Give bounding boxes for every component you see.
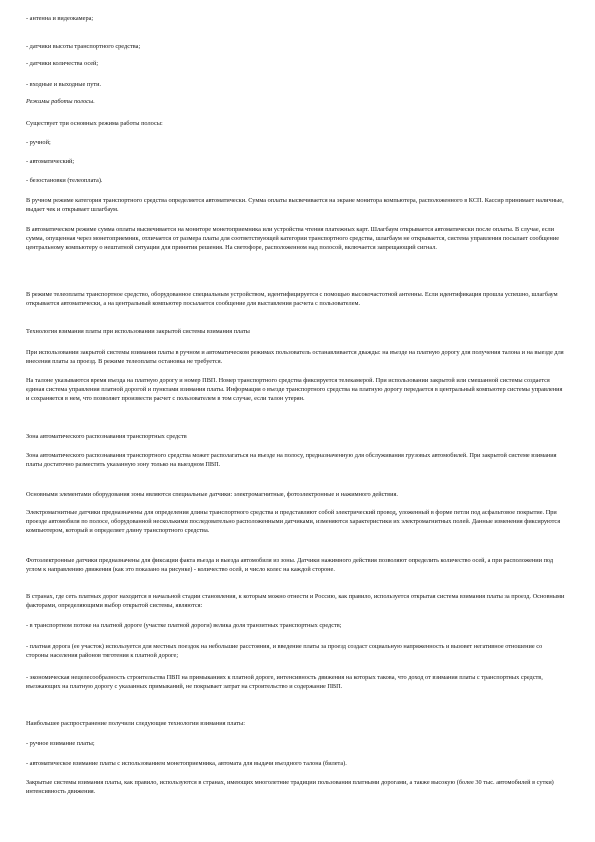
document-page [26, 0, 566, 842]
paragraph-1: - антенна и видеокамера; [26, 15, 94, 22]
paragraph-20: Фотоэлектронные датчики предназначены для фиксации факта въезда и выезда автомобиля из зоны. Датчики нажимного действия позволяют определить количество осей, а при расположении под углом к направлению движения (как это показано на рисунке) - количество осей, и число колес на каждой стороне. [26, 557, 554, 574]
paragraph-28: Закрытые системы взимания платы, как правило, используются в странах, имеющих многолетние традиции пользования платными дорогами, а также высокую (более 30 тыс. автомобилей в сутки) интенсивность движения. [26, 779, 554, 796]
paragraph-7: - ручной; [26, 139, 51, 146]
paragraph-5: Режимы работы полосы. [26, 98, 95, 105]
paragraph-16: Зона автоматического распознавания транспортных средств [26, 433, 187, 440]
paragraph-10: В ручном режиме категория транспортного средства определяется автоматически. Сумма оплаты высвечивается на экране монитора компьютера, расположенного в КСП. Кассир принимает наличные, выдает чек и открывает шлагбаум. [26, 197, 564, 214]
paragraph-13: Технология взимания платы при использовании закрытой системы взимания платы [26, 328, 250, 335]
paragraph-17: Зона автоматического распознавания транспортного средства может располагаться на въезде на полосу, предназначенную для обслуживания грузовых автомобилей. При закрытой системе взимания платы достаточно разместить указанную зону только на выездном ПВП. [26, 452, 557, 469]
paragraph-9: - безостановки (телеоплата). [26, 177, 103, 184]
paragraph-8: - автоматический; [26, 158, 75, 165]
paragraph-24: - экономическая нецелесообразность строительства ПВП на примыканиях к платной дороге, интенсивность движения на которых такова, что доход от взимания платы с транспортных средств, въезжающих на платную дорогу с указанных примыканий, не покрывает затрат на строительство и содержание ПВП. [26, 674, 543, 691]
paragraph-19: Электромагнитные датчики предназначены для определения длины транспортного средства и представляют собой электрический провод, уложенный в форме петли под асфальтовое покрытие. При проезде автомобиля по полосе, оборудованной несколькими последовательно расположенными датчиками, изменяются характеристики их электромагнитных полей. Данные изменения фиксируются компьютером, который и определяет длину транспортного средства. [26, 509, 561, 535]
paragraph-22: - в транспортном потоке на платной дороге (участке платной дороги) велика доля транзитных транспортных средств; [26, 622, 342, 629]
paragraph-23: - платная дорога (ее участок) используется для местных поездок на небольшие расстояния, и введение платы за проезд создаст социальную напряженность и вызовет негативное отношение со стороны населения районов тяготения к платной дороге; [26, 643, 543, 660]
paragraph-12: В режиме телеоплаты транспортное средство, оборудованное специальным устройством, идентифицируется с помощью высокочастотной антенны. Если идентификация прошла успешно, шлагбаум открывается автоматически, а на центральный компьютер посылается сообщение для выставления расчета с пользователем. [26, 291, 558, 308]
paragraph-26: - ручное взимание платы; [26, 740, 95, 747]
paragraph-18: Основными элементами оборудования зоны являются специальные датчики: электромагнитные, фотоэлектронные и нажимного действия. [26, 491, 398, 498]
paragraph-25: Наибольшее распространение получили следующие технологии взимания платы: [26, 720, 245, 727]
paragraph-6: Существует три основных режима работы полосы: [26, 120, 163, 127]
paragraph-4: - входные и выходные пути. [26, 81, 102, 88]
paragraph-27: - автоматическое взимание платы с использованием монетоприемника, автомата для выдачи въездного талона (билета). [26, 760, 347, 767]
paragraph-11: В автоматическом режиме сумма оплаты высвечивается на мониторе монетоприемника или устройства чтения платежных карт. Шлагбаум открывается автоматически после оплаты. В случае, если сумма, опущенная через монетоприемник, отличается от размера платы для соответствующей категории транспортного средства, шлагбаум не открывается, система управления посылает сообщение центральному компьютеру о нештатной ситуации для принятия решения. На светофоре, расположенном над полосой, включается запрещающий сигнал. [26, 226, 560, 252]
paragraph-2: - датчики высоты транспортного средства; [26, 43, 141, 50]
paragraph-3: - датчики количества осей; [26, 60, 99, 67]
paragraph-14: При использовании закрытой системы взимания платы в ручном и автоматическом режимах пользователь останавливается дважды: на въезде на платную дорогу для получения талона и на выезде для внесения платы за проезд. В режиме телеоплаты остановка не требуется. [26, 349, 564, 366]
paragraph-15: На талоне указываются время въезда на платную дорогу и номер ПВП. Номер транспортного средства фиксируется телекамерой. При использовании закрытой или смешанной системы создается единая система управления платной дорогой и пунктами взимания платы. Информация о въезде транспортного средства на платную дорогу передается в центральный компьютер системы управления и сохраняется в нем, что позволяет произвести расчет с пользователем в том случае, если талон утерян. [26, 377, 563, 403]
paragraph-21: В странах, где сеть платных дорог находится в начальной стадии становления, к которым можно отнести и Россию, как правило, используется открытая система взимания платы за проезд. Основными факторами, определяющими выбор открытой системы, являются: [26, 593, 565, 610]
